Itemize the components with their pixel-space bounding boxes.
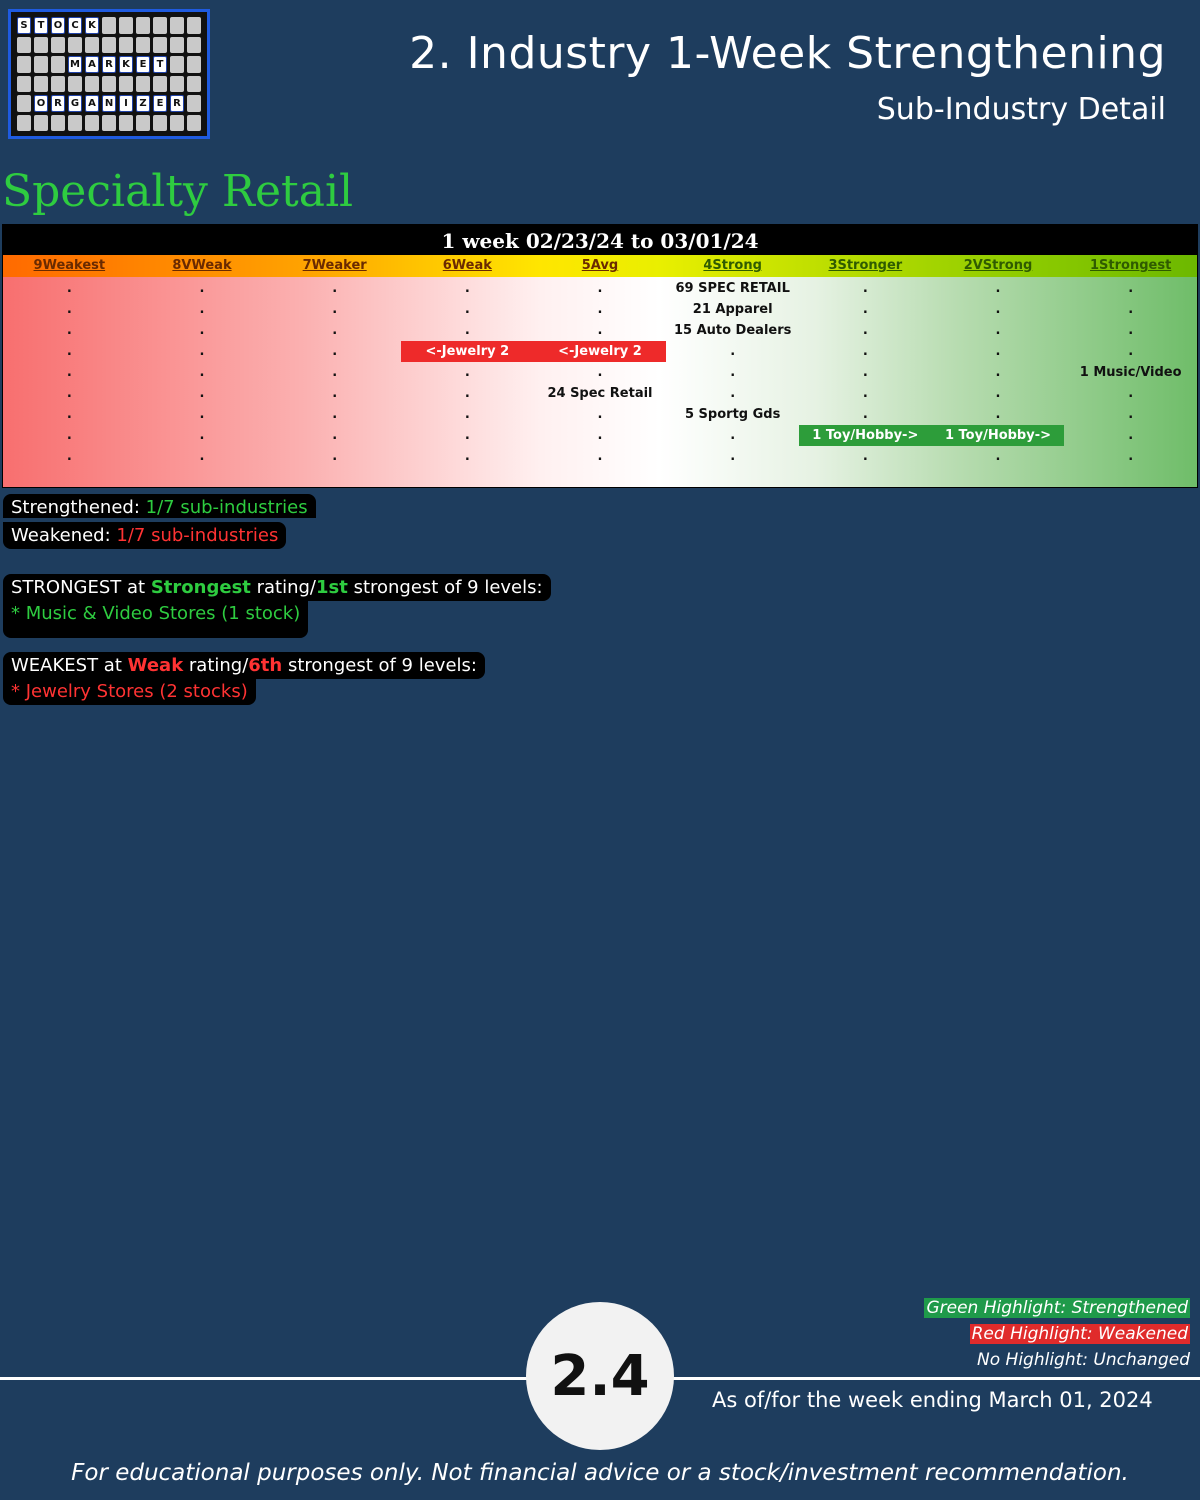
logo-tile [51,56,65,73]
strength-table [2,224,1198,488]
empty-cell: . [1128,302,1134,317]
empty-cell: . [995,323,1001,338]
logo-tile [17,115,31,132]
logo-letter: G [68,95,82,112]
logo-letter: T [34,17,48,34]
empty-cell: . [597,428,603,443]
logo-letter: R [102,56,116,73]
empty-cell: . [332,449,338,464]
empty-cell: . [332,323,338,338]
weakened-count: 1/7 sub-industries [116,525,279,546]
summary-weakened: Weakened: 1/7 sub-industries [3,522,286,549]
logo-letter: I [119,95,133,112]
logo-letter: O [51,17,65,34]
logo-letter: T [153,56,167,73]
logo-letter: N [102,95,116,112]
empty-cell: . [199,302,205,317]
sub-industry-cell: 69 SPEC RETAIL [675,281,790,296]
table-title: 1 week 02/23/24 to 03/01/24 [3,225,1197,255]
logo-tile [136,37,150,54]
empty-cell: . [862,407,868,422]
empty-cell: . [66,449,72,464]
empty-cell: . [332,386,338,401]
empty-cell: . [66,323,72,338]
empty-cell: . [199,281,205,296]
logo-tile [170,115,184,132]
logo-tile [153,17,167,34]
empty-cell: . [199,449,205,464]
empty-cell: . [862,449,868,464]
empty-cell: . [332,344,338,359]
empty-cell: . [464,407,470,422]
logo-tile [17,56,31,73]
empty-cell: . [66,281,72,296]
empty-cell: . [1128,386,1134,401]
empty-cell: . [730,365,736,380]
empty-cell: . [995,449,1001,464]
empty-cell: . [464,428,470,443]
logo-tile [187,115,201,132]
logo-tile [68,115,82,132]
logo-letter: O [34,95,48,112]
sub-industry-cell: 1 Toy/Hobby-> [799,425,932,446]
logo-letter: R [51,95,65,112]
logo-tile [68,76,82,93]
empty-cell: . [597,449,603,464]
logo-tile [51,37,65,54]
logo-tile [34,76,48,93]
logo-tile [17,76,31,93]
empty-cell: . [730,386,736,401]
logo-tile [51,115,65,132]
empty-cell: . [464,323,470,338]
logo-tile [68,37,82,54]
empty-cell: . [995,365,1001,380]
empty-cell: . [66,365,72,380]
table-body [3,277,1197,467]
strengthened-count: 1/7 sub-industries [145,497,308,518]
logo-letter: E [153,95,167,112]
empty-cell: . [597,365,603,380]
empty-cell: . [199,386,205,401]
summary-strongest: STRONGEST at Strongest rating/1st strongest of 9 levels: [3,574,551,601]
empty-cell: . [862,281,868,296]
logo-tile [187,76,201,93]
empty-cell: . [464,365,470,380]
logo-tile [170,56,184,73]
logo-tile [34,37,48,54]
logo-tile [17,37,31,54]
empty-cell: . [464,386,470,401]
page-title: 2. Industry 1-Week Strengthening [409,28,1166,79]
legend-green: Green Highlight: Strengthened [926,1298,1188,1318]
empty-cell: . [66,428,72,443]
empty-cell: . [332,302,338,317]
empty-cell: . [199,428,205,443]
summary-weakest-item: * Jewelry Stores (2 stocks) [3,678,256,705]
logo-tile [34,115,48,132]
empty-cell: . [995,281,1001,296]
sub-industry-cell: <-Jewelry 2 [401,341,534,362]
column-header: 6Weak [442,258,492,273]
logo-letter: C [68,17,82,34]
logo-tile [187,56,201,73]
logo-tile [85,76,99,93]
empty-cell: . [1128,428,1134,443]
column-header: 9Weakest [33,258,106,273]
empty-cell: . [199,344,205,359]
page-subtitle: Sub-Industry Detail [876,92,1166,127]
logo-letter: K [119,56,133,73]
logo-tile [85,115,99,132]
column-header: 3Stronger [828,258,903,273]
sub-industry-cell: 24 Spec Retail [547,386,653,401]
empty-cell: . [66,302,72,317]
logo-tile [17,95,31,112]
logo-tile [119,17,133,34]
logo-tile [119,115,133,132]
logo-tile [170,76,184,93]
summary-strengthened: Strengthened: 1/7 sub-industries [3,494,316,518]
legend-red: Red Highlight: Weakened [971,1324,1188,1344]
rating-header-row [3,255,1197,277]
logo-tile [34,56,48,73]
empty-cell: . [862,365,868,380]
empty-cell: . [199,407,205,422]
logo-tile [85,37,99,54]
logo-tile [187,37,201,54]
column-header: 2VStrong [963,258,1033,273]
logo-tile [170,37,184,54]
sub-industry-cell: 1 Music/Video [1079,365,1182,380]
empty-cell: . [730,449,736,464]
sub-industry-cell: <-Jewelry 2 [534,341,667,362]
logo-letter: E [136,56,150,73]
empty-cell: . [862,323,868,338]
empty-cell: . [862,302,868,317]
column-header: 8VWeak [172,258,232,273]
logo-letter: M [68,56,82,73]
disclaimer: For educational purposes only. Not financial advice or a stock/investment recommendation. [71,1460,1129,1486]
empty-cell: . [1128,407,1134,422]
logo-tile [102,76,116,93]
logo-tile [136,17,150,34]
empty-cell: . [66,386,72,401]
summary-weakest: WEAKEST at Weak rating/6th strongest of 9 levels: [3,652,485,679]
empty-cell: . [862,386,868,401]
logo-tile [136,76,150,93]
logo-tile [153,37,167,54]
logo-tile [102,17,116,34]
logo-tile [119,37,133,54]
summary-strongest-item: * Music & Video Stores (1 stock) [3,600,308,638]
column-header: 5Avg [581,258,619,273]
logo-letter: S [17,17,31,34]
empty-cell: . [464,449,470,464]
empty-cell: . [464,302,470,317]
empty-cell: . [199,323,205,338]
empty-cell: . [1128,281,1134,296]
industry-name: Specialty Retail [2,166,354,217]
empty-cell: . [995,407,1001,422]
sub-industry-cell: 5 Sportg Gds [684,407,781,422]
empty-cell: . [332,407,338,422]
empty-cell: . [995,386,1001,401]
logo-letter: K [85,17,99,34]
legend-none: No Highlight: Unchanged [977,1350,1190,1370]
column-header: 7Weaker [302,258,367,273]
logo-letter: A [85,95,99,112]
logo-tile [119,76,133,93]
empty-cell: . [597,302,603,317]
logo-tile [51,76,65,93]
logo-letter: A [85,56,99,73]
logo-tile [102,37,116,54]
empty-cell: . [66,344,72,359]
empty-cell: . [1128,344,1134,359]
stock-market-organizer-logo [8,9,210,139]
logo-tile [153,115,167,132]
empty-cell: . [730,344,736,359]
empty-cell: . [332,428,338,443]
logo-tile [136,115,150,132]
empty-cell: . [199,365,205,380]
as-of-date: As of/for the week ending March 01, 2024 [712,1388,1153,1412]
sub-industry-cell: 15 Auto Dealers [673,323,792,338]
logo-letter: R [170,95,184,112]
empty-cell: . [1128,323,1134,338]
empty-cell: . [597,281,603,296]
column-header: 4Strong [703,258,762,273]
logo-tile [170,17,184,34]
sub-industry-cell: 21 Apparel [692,302,773,317]
empty-cell: . [332,365,338,380]
column-header: 1Strongest [1090,258,1172,273]
logo-tile [102,115,116,132]
logo-tile [187,95,201,112]
page-number-badge: 2.4 [526,1302,674,1450]
empty-cell: . [862,344,868,359]
empty-cell: . [995,302,1001,317]
empty-cell: . [597,407,603,422]
empty-cell: . [730,428,736,443]
logo-letter: Z [136,95,150,112]
empty-cell: . [66,407,72,422]
empty-cell: . [1128,449,1134,464]
empty-cell: . [464,281,470,296]
logo-tile [187,17,201,34]
empty-cell: . [332,281,338,296]
empty-cell: . [995,344,1001,359]
empty-cell: . [597,323,603,338]
logo-tile [153,76,167,93]
sub-industry-cell: 1 Toy/Hobby-> [932,425,1065,446]
